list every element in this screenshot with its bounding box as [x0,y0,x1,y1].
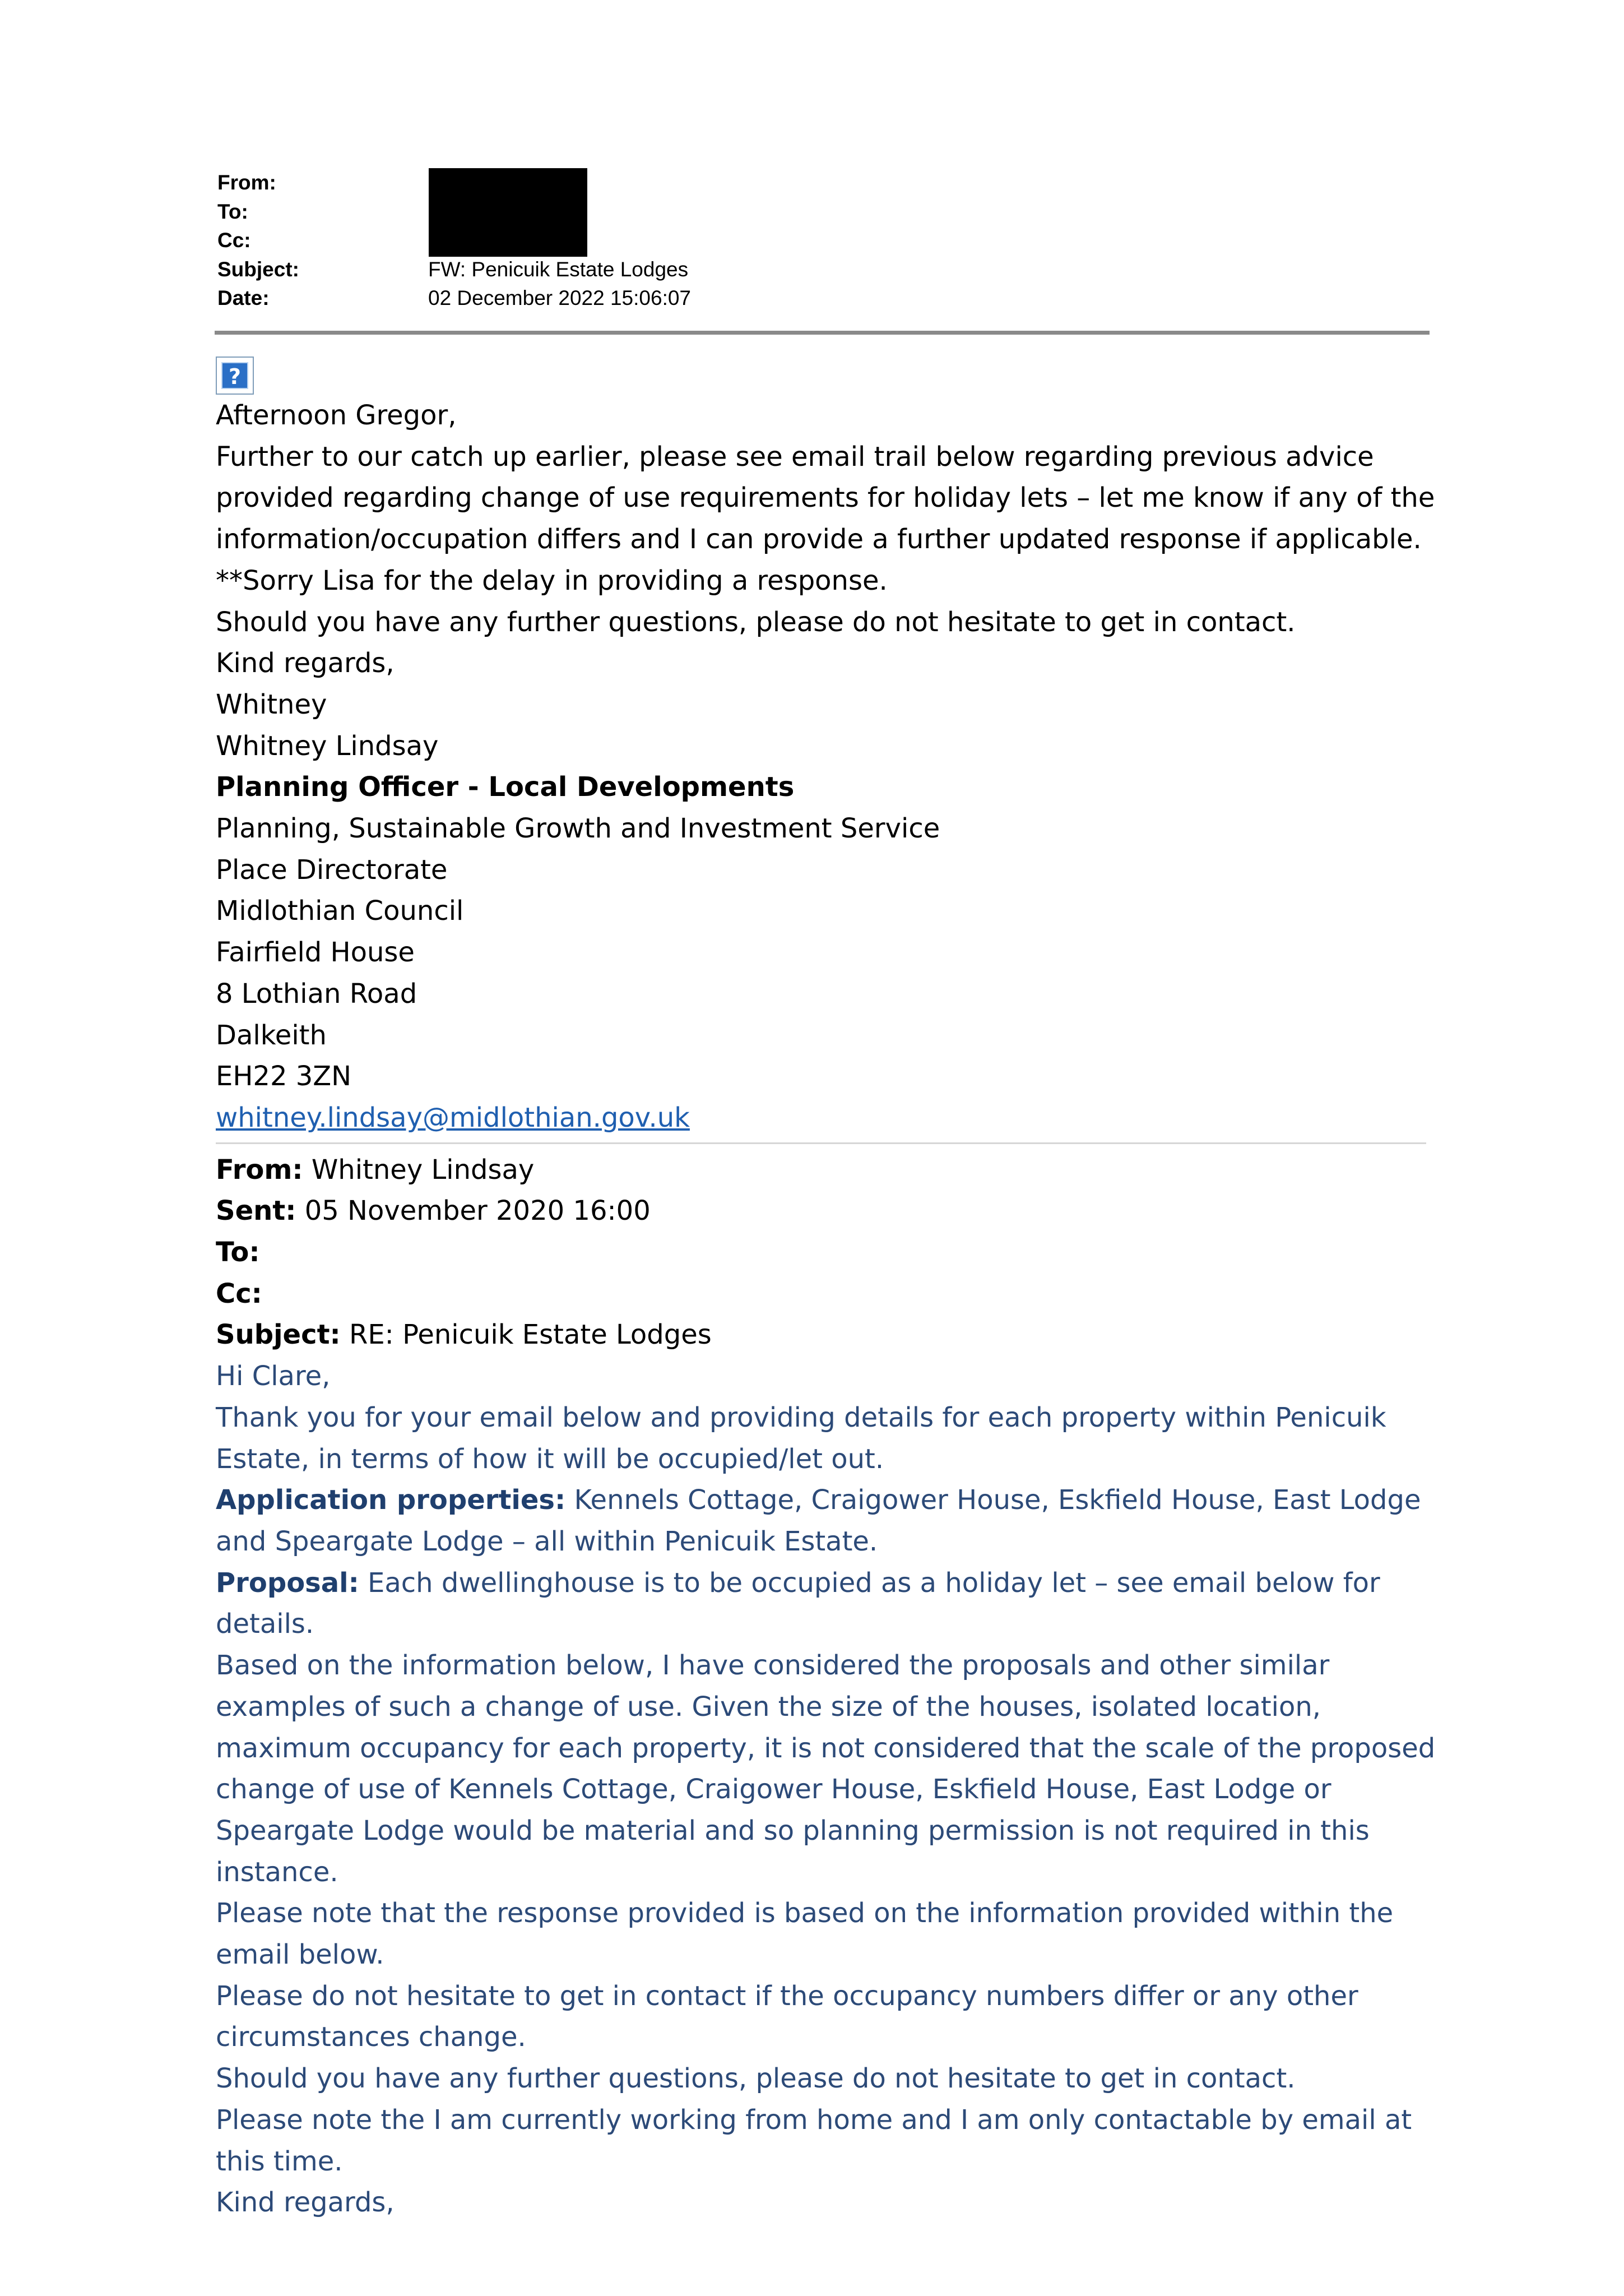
header-cc-label: Cc: [217,229,251,252]
quoted-paragraph: Should you have any further questions, please do not hesitate to get in contact. [216,2063,1296,2095]
application-properties-label: Application properties: [216,1484,566,1516]
signature-council: Midlothian Council [216,895,464,927]
signature-title: Planning Officer - Local Developments [216,771,795,803]
header-subject-row [217,255,691,284]
body-paragraph: Further to our catch up earlier, please see email trail below regarding previous advice provided regarding change of use requirements for holiday lets – let me know if any of the information/occupation differs and I can provide a further updated response if applicable. [216,441,1435,556]
redaction-block [429,168,587,257]
signature-email-link[interactable]: whitney.lindsay@midlothian.gov.uk [216,1101,690,1133]
quoted-paragraph: Please do not hesitate to get in contact if the occupancy numbers differ or any other circumstances change. [216,1980,1358,2053]
header-date-value: 02 December 2022 15:06:07 [428,286,692,309]
quoted-from-label: From: [216,1154,303,1186]
header-subject-label: Subject: [217,257,299,281]
application-properties-value: Kennels Cottage, Craigower House, Eskfield House, East Lodge and Speargate Lodge – all within Penicuik Estate. [216,1484,1421,1557]
proposal-line [216,1563,1437,1645]
quoted-cc-label: Cc: [216,1277,262,1309]
header-date-row [217,284,691,313]
signature-building: Fairfield House [216,937,415,969]
quoted-paragraph: Thank you for your email below and providing details for each property within Penicuik Estate, in terms of how it will be occupied/let out. [216,1401,1386,1475]
signature-postcode: EH22 3ZN [216,1061,352,1093]
apology-line: **Sorry Lisa for the delay in providing a response. [216,564,888,596]
proposal-label: Proposal: [216,1567,359,1599]
header-to-label: To: [217,200,248,223]
quoted-paragraph: Please note the I am currently working from home and I am only contactable by email at this time. [216,2104,1412,2177]
quoted-greeting: Hi Clare, [216,1360,331,1392]
quoted-sent-line [216,1191,1437,1232]
sender-first-name: Whitney [216,688,327,720]
missing-image-icon[interactable] [216,357,254,395]
question-mark-icon: ? [221,362,248,389]
quoted-subject-value: RE: Penicuik Estate Lodges [349,1319,712,1351]
quoted-divider [216,1142,1426,1144]
application-properties-line [216,1480,1437,1562]
header-date-label: Date: [217,286,270,309]
header-from-label: From: [217,171,276,194]
quoted-body [216,1356,1437,2224]
quoted-sign-off: Kind regards, [216,2187,395,2219]
greeting: Afternoon Gregor, [216,400,457,431]
quoted-subject-line [216,1314,1437,1356]
signature-name: Whitney Lindsay [216,730,439,762]
quoted-from-value: Whitney Lindsay [311,1154,535,1186]
email-body [216,395,1437,2224]
sign-off: Kind regards, [216,647,395,679]
quoted-from-line [216,1150,1437,1191]
quoted-paragraph: Based on the information below, I have considered the proposals and other similar examples of such a change of use. Given the size of the houses, isolated location, maximum occupancy for each property, it is not considered that the scale of the proposed change of use of Kennels Cottage, Craigower House, Eskfield House, East Lodge or Speargate Lodge would be material and so planning permission is not required in this instance. [216,1650,1436,1888]
signature-town: Dalkeith [216,1019,327,1051]
proposal-value: Each dwellinghouse is to be occupied as a holiday let – see email below for details. [216,1567,1380,1640]
header-subject-value: FW: Penicuik Estate Lodges [428,257,689,281]
questions-line: Should you have any further questions, please do not hesitate to get in contact. [216,606,1296,638]
quoted-to-label: To: [216,1237,260,1269]
signature-service: Planning, Sustainable Growth and Investment Service [216,813,940,845]
signature-directorate: Place Directorate [216,854,448,886]
header-divider [215,331,1430,335]
signature-street: 8 Lothian Road [216,978,417,1010]
quoted-subject-label: Subject: [216,1319,341,1351]
quoted-paragraph: Please note that the response provided is based on the information provided within the email below. [216,1897,1394,1971]
quoted-sent-label: Sent: [216,1195,296,1227]
quoted-sent-value: 05 November 2020 16:00 [304,1195,651,1227]
